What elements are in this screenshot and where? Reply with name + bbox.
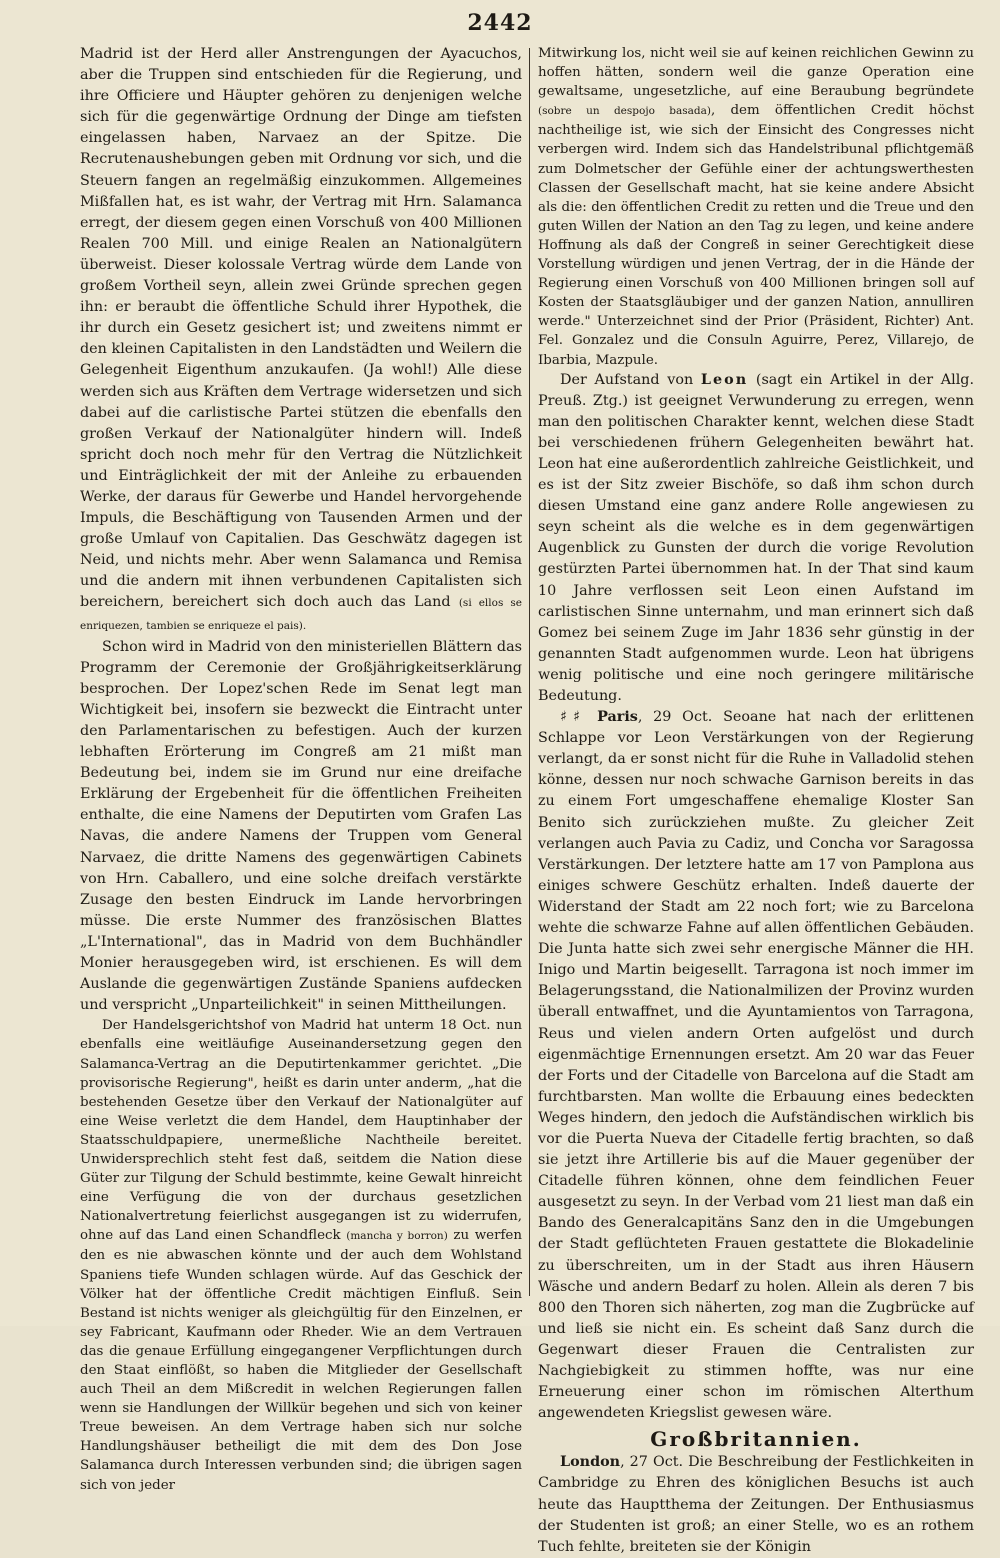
spanish-quote: (mancha y borron) (346, 1230, 448, 1243)
dateline-date: , 27 Oct. (620, 1454, 684, 1471)
paragraph-text: Die Beschreibung der Festlichkeiten in Cambridge zu Ehren des königlichen Besuchs ist auch heute das Hauptthema der Zeitungen. Der Enthusiasmus der Studenten ist groß; an einer Stelle, wo es an rothem Tuch fehlte, breiteten sie der Königin (538, 1454, 975, 1555)
paragraph-text: Madrid ist der Herd aller Anstrengungen der Ayacuchos, aber die Truppen sind entschieden für die Regierung, und ihre Officiere und Häupter gehören zu denjenigen welche sich für die gegenwärtige Ordnung der Dinge am tiefsten eingelassen haben, Narvaez an der Spitze. Die Recrutenaushebungen geben mit Ordnung vor sich, und die Steuern fangen an regelmäßig einzukommen. Allgemeines Mißfallen hat, es ist wahr, der Vertrag mit Hrn. Salamanca erregt, der diesem gegen einen Vorschuß von 400 Millionen Realen 700 Mill. und einige Realen an Nationalgütern überweist. Dieser kolossale Vertrag würde dem Lande von großem Vortheil seyn, allein zwei Gründe sprechen gegen ihn: er beraubt die öffentliche Schuld ihrer Hypothek, die ihr durch ein Gesetz gesichert ist; und zweitens nimmt er den kleinen Capitalisten in den Landstädten und Weilern die Gelegenheit Eigenthum anzukaufen. (Ja wohl!) Alle diese werden sich aus Kräften dem Vertrage widersetzen und sich dabei auf die carlistische Partei stützen die ebenfalls den großen Verkauf der Nationalgüter hindern will. Indeß spricht doch noch mehr für den Vertrag die Nützlichkeit und Einträglichkeit der mit der Anleihe zu erbauenden Werke, der daraus für Gewerbe und Handel hervorgehende Impuls, die Beschäftigung von Tausenden Armen und der große Umlauf von Capitalien. Das Geschwätz dagegen ist Neid, und nichts mehr. Aber wenn Salamanca und Remisa und die andern mit ihnen verbundenen Capitalisten sich bereichern, bereichert sich doch auch das Land (80, 46, 522, 611)
spanish-quote: (si ellos se enriquezen, tambien se enriqueze el pais). (80, 597, 522, 632)
right-column (538, 44, 975, 1555)
dateline-place: London (560, 1454, 621, 1471)
article-continuation-paragraph (538, 44, 974, 370)
paragraph-text: Der Handelsgerichtshof von Madrid hat unterm 18 Oct. nun ebenfalls eine weitläufige Auseinandersetzung gegen den Salamanca-Vertrag an die Deputirtenkammer gerichtet. „Die provisorische Regierung", heißt es darin unter anderm, „hat die bestehenden Gesetze über den Verkauf der Nationalgüter auf eine Weise verletzt die dem Handel, dem Hauptinhaber der Staatsschuldpapiere, unermeßliche Nachtheile bereitet. Unwidersprechlich steht fest daß, seitdem die Nation diese Güter zur Tilgung der Schuld bestimmte, keine Gewalt hinreicht eine Verfügung die von der durchaus gesetzlichen Nationalvertretung feierlichst ausgegangen ist zu widerrufen, ohne auf das Land einen Schandfleck (80, 1018, 522, 1244)
spaced-place-leon: Leon (700, 371, 749, 388)
paragraph-text: , dem öffentlichen Credit höchst nachtheilige ist, wie sich der Einsicht des Congresses nicht verbergen wird. Indem sich das Handelstribunal pflichtgemäß zum Dolmetscher der Gefühle einer der achtungswerthesten Classen der Gesellschaft macht, hat sie keine andere Absicht als die: den öffentlichen Credit zu retten und die Treue und den guten Willen der Nation an den Tag zu legen, und keine andere Hoffnung als daß der Congreß in seiner Gerechtigkeit diese Vorstellung würdigen und jenen Vertrag, der in die Hände der Regierung einen Vorschuß von 400 Millionen bringen soll auf Kosten der Staatsgläubiger und der ganzen Nation, annulliren werde." Unterzeichnet sind der Prior (Präsident, Richter) Ant. Fel. Gonzalez und die Consuln Aguirre, Perez, Villarejo, de Ibarbia, Mazpule. (538, 103, 974, 368)
page-number: 2442 (467, 10, 533, 36)
paragraph-text: (sagt ein Artikel in der Allg. Preuß. Ztg.) ist geeignet Verwunderung zu erregen, wenn man den politischen Charakter kennt, welchen diese Stadt bei verschiedenen frühern Gelegenheiten bewährt hat. Leon hat eine außerordentlich zahlreiche Geistlichkeit, und es ist der Sitz zweier Bischöfe, so daß ihm schon durch diesen Umstand eine ganz andere Rolle angewiesen zu seyn scheint als die welche es in dem gegenwärtigen Augenblick zu Gunsten der durch die vorige Revolution gestürzten Partei übernommen hat. In der That sind kaum 10 Jahre verflossen seit Leon einen Aufstand im carlistischen Sinne unternahm, und man erinnert sich daß Gomez bei seinem Zuge im Jahr 1836 sehr günstig in der genannten Stadt aufgenommen wurde. Leon hat übrigens wenig politische und eine noch geringere militärische Bedeutung. (538, 371, 975, 704)
paragraph-lead: Der Aufstand von (560, 371, 694, 388)
article-programm-paragraph: Schon wird in Madrid von den ministeriellen Blättern das Programm der Ceremonie der Großjährigkeitserklärung besprochen. Der Lopez'schen Rede im Senat legt man Wichtigkeit bei, insofern sie bezweckt die Eintracht unter den Parlamentarischen zu befestigen. Auch der kurzen lebhaften Erörterung im Congreß am 21 mißt man Bedeutung bei, indem sie im Grund nur eine dreifache Erklärung der Ergebenheit für die öffentlichen Freiheiten enthalte, die eine Namens der Deputirten vom Grafen Las Navas, die andere Namens der Truppen vom General Narvaez, die dritte Namens des gegenwärtigen Cabinets von Hrn. Caballero, und eine solche dreifach verstärkte Zusage den besten Eindruck im Lande hervorbringen müsse. Die erste Nummer des französischen Blattes „L'International", das in Madrid von dem Buchhändler Monier herausgegeben wird, ist erschienen. Es will dem Auslande die gegenwärtigen Zustände Spaniens aufdecken und verspricht „Unparteilichkeit" in seinen Mittheilungen. (80, 638, 522, 1014)
paragraph-text: Mitwirkung los, nicht weil sie auf keinen reichlichen Gewinn zu hoffen hätten, sondern weil die ganze Operation eine gewaltsame, ungesetzliche, auf eine Beraubung begründete (538, 46, 974, 100)
spanish-quote: (sobre un despojo basada) (538, 105, 711, 118)
correspondent-mark: ♯♯ (560, 709, 587, 726)
article-paris-paragraph (538, 707, 974, 1424)
dateline-place: Paris (597, 709, 638, 726)
article-handelsgericht-paragraph (80, 1016, 522, 1494)
paragraph-text: zu werfen den es nie abwaschen könnte und der auch dem Wohlstand Spaniens tiefe Wunden schlagen würde. Auf das Geschick der Völker hat der öffentliche Credit mächtigen Einfluß. Sein Bestand ist nichts weniger als gleichgültig für den Einzelnen, er sey Fabricant, Kaufmann oder Rheder. Wie an dem Vertrauen das die genaue Erfüllung eingegangener Verpflichtungen durch den Staat einflößt, so haben die Mitglieder der Gesellschaft auch Theil an dem Mißcredit in welchen Regierungen fallen wenn sie Handlungen der Willkür begehen und sich von keiner Treue beweisen. An dem Vertrage haben sich nur solche Handlungshäuser betheiligt die mit dem des Don Jose Salamanca durch Interessen verbunden sind; die übrigen sagen sich von jeder (80, 1228, 522, 1493)
article-leon-paragraph (538, 370, 974, 708)
section-heading: Großbritannien. (650, 1427, 862, 1452)
paragraph-text: Seoane hat nach der erlittenen Schlappe vor Leon Verstärkungen von der Regierung verlangt, da er sonst nicht für die Ruhe in Valladolid stehen könne, dessen nur noch schwache Garnison bereits in das zu einem Fort umgeschaffene ehemalige Kloster San Benito sich zurückziehen mußte. Zu gleicher Zeit verlangen auch Pavia zu Cadiz, und Concha vor Saragossa Verstärkungen. Der letztere hatte am 17 von Pamplona aus einiges schwere Geschütz erhalten. Indeß dauerte der Widerstand der Stadt am 22 noch fort; wie zu Barcelona wehte die schwarze Fahne auf allen öffentlichen Gebäuden. Die Junta hatte sich zwei sehr energische Männer die HH. Inigo und Martin beigesellt. Tarragona ist noch immer im Belagerungsstand, die Nationalmilizen der Provinz wurden überall entwaffnet, und die Ayuntamientos von Tarragona, Reus und vielen andern Orten aufgelöst und durch eigenmächtige Ernennungen ersetzt. Am 20 war das Feuer der Forts und der Citadelle von Barcelona auf die Stadt am furchtbarsten. Man wollte die Erbauung eines bedeckten Weges hindern, den jedoch die Aufständischen wirklich bis vor die Puerta Nueva der Citadelle fertig brachten, so daß sie jetzt ihre Artillerie bis auf die Mauer gegenüber der Citadelle führen können, ohne dem feindlichen Feuer ausgesetzt zu seyn. In der Verbad vom 21 liest man daß ein Bando des Generalcapitäns Sanz den in die Umgebungen der Stadt geflüchteten Frauen gestattete die Blokadelinie zu überschreiten, um in der Stadt aus ihren Häusern Wäsche und andern Bedarf zu holen. Allein als deren 7 bis 800 den Thoren sich näherten, zog man die Zugbrücke auf und ließ sie nicht ein. Es scheint daß Sanz durch die Gegenwart dieser Frauen die Centralisten zur Nachgiebigkeit zu stimmen hoffte, was nur eine Erneuerung einer schon im römischen Alterthum angewendeten Kriegslist gewesen wäre. (538, 709, 974, 1422)
dateline-date: , 29 Oct. (637, 709, 713, 726)
left-column (80, 44, 522, 1493)
column-divider (529, 48, 530, 1296)
article-london-paragraph (538, 1452, 974, 1557)
article-madrid-paragraph (80, 44, 522, 637)
